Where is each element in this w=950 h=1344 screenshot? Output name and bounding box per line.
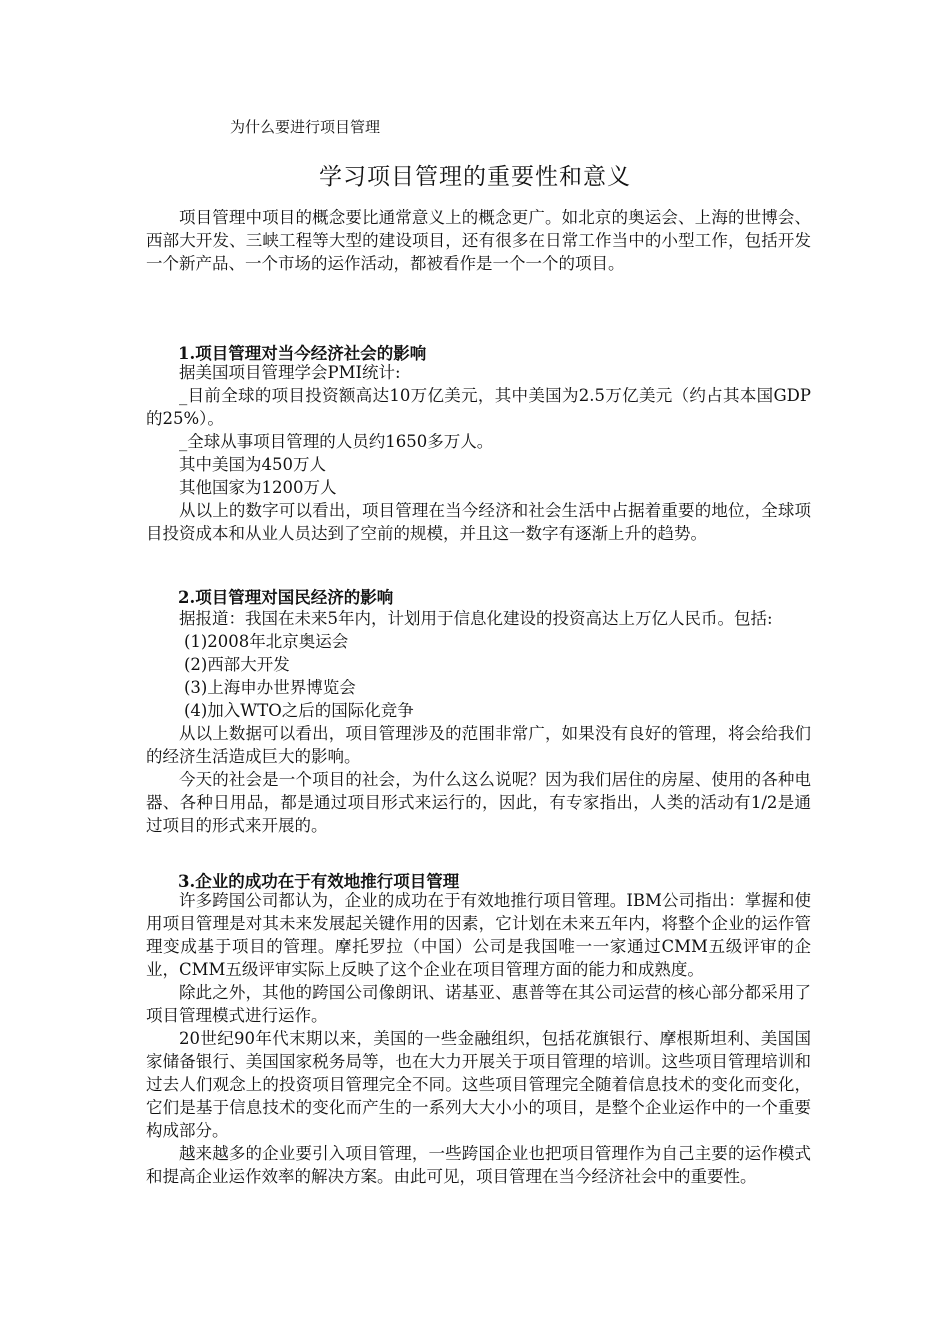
section1-bullet: _目前全球的项目投资额高达10万亿美元，其中美国为2.5万亿美元（约占其本国GDP的25%）。 — [146, 386, 811, 428]
section3-heading: 3.企业的成功在于有效地推行项目管理 — [178, 872, 460, 891]
section2-paragraph: 今天的社会是一个项目的社会，为什么这么说呢？因为我们居住的房屋、使用的各种电器、各种日用品，都是通过项目形式来运行的，因此，有专家指出，人类的活动有1/2是通过项目的形式来开展的。 — [146, 770, 811, 835]
section1-line: 其中美国为450万人 — [179, 455, 326, 474]
document-title: 学习项目管理的重要性和意义 — [319, 164, 631, 190]
intro-paragraph: 项目管理中项目的概念要比通常意义上的概念更广。如北京的奥运会、上海的世博会、西部大开发、三峡工程等大型的建设项目，还有很多在日常工作当中的小型工作，包括开发一个新产品、一个市场的运作活动，都被看作是一个一个的项目。 — [146, 208, 811, 273]
section2-intro: 据报道：我国在未来5年内，计划用于信息化建设的投资高达上万亿人民币。包括: — [179, 609, 773, 628]
section3-body — [146, 889, 811, 1188]
header-note: 为什么要进行项目管理 — [230, 118, 381, 136]
section3-paragraph: 20世纪90年代末期以来，美国的一些金融组织，包括花旗银行、摩根斯坦利、美国国家储备银行、美国国家税务局等，也在大力开展关于项目管理的培训。这些项目管理培训和过去人们观念上的投资项目管理完全不同。这些项目管理完全随着信息技术的变化而变化，它们是基于信息技术的变化而产生的一系列大大小小的项目，是整个企业运作中的一个重要构成部分。 — [146, 1029, 811, 1140]
section2-list-item: (2)西部大开发 — [183, 655, 290, 674]
section2-list-item: (3)上海申办世界博览会 — [183, 678, 356, 697]
section2-body — [146, 607, 811, 837]
section2-paragraph: 从以上数据可以看出，项目管理涉及的范围非常广，如果没有良好的管理，将会给我们的经济生活造成巨大的影响。 — [146, 724, 811, 766]
section3-paragraph: 许多跨国公司都认为，企业的成功在于有效地推行项目管理。IBM公司指出：掌握和使用项目管理是对其未来发展起关键作用的因素，它计划在未来五年内，将整个企业的运作管理变成基于项目的管理。摩托罗拉（中国）公司是我国唯一一家通过CMM五级评审的企业，CMM五级评审实际上反映了这个企业在项目管理方面的能力和成熟度。 — [146, 891, 811, 979]
section3-paragraph: 越来越多的企业要引入项目管理，一些跨国企业也把项目管理作为自己主要的运作模式和提高企业运作效率的解决方案。由此可见，项目管理在当今经济社会中的重要性。 — [146, 1144, 811, 1186]
section2-list-item: (1)2008年北京奥运会 — [183, 632, 349, 651]
intro-block — [146, 206, 811, 275]
section3-paragraph: 除此之外，其他的跨国公司像朗讯、诺基亚、惠普等在其公司运营的核心部分都采用了项目管理模式进行运作。 — [146, 983, 811, 1025]
section1-line: 据美国项目管理学会PMI统计: — [179, 363, 401, 382]
section1-bullet: _全球从事项目管理的人员约1650多万人。 — [179, 432, 494, 451]
section1-heading: 1.项目管理对当今经济社会的影响 — [178, 344, 427, 363]
section2-heading: 2.项目管理对国民经济的影响 — [178, 588, 394, 607]
section1-body — [146, 361, 811, 545]
section2-list-item: (4)加入WTO之后的国际化竞争 — [183, 701, 414, 720]
section1-line: 其他国家为1200万人 — [179, 478, 337, 497]
section1-conclusion: 从以上的数字可以看出，项目管理在当今经济和社会生活中占据着重要的地位，全球项目投资成本和从业人员达到了空前的规模，并且这一数字有逐渐上升的趋势。 — [146, 501, 811, 543]
